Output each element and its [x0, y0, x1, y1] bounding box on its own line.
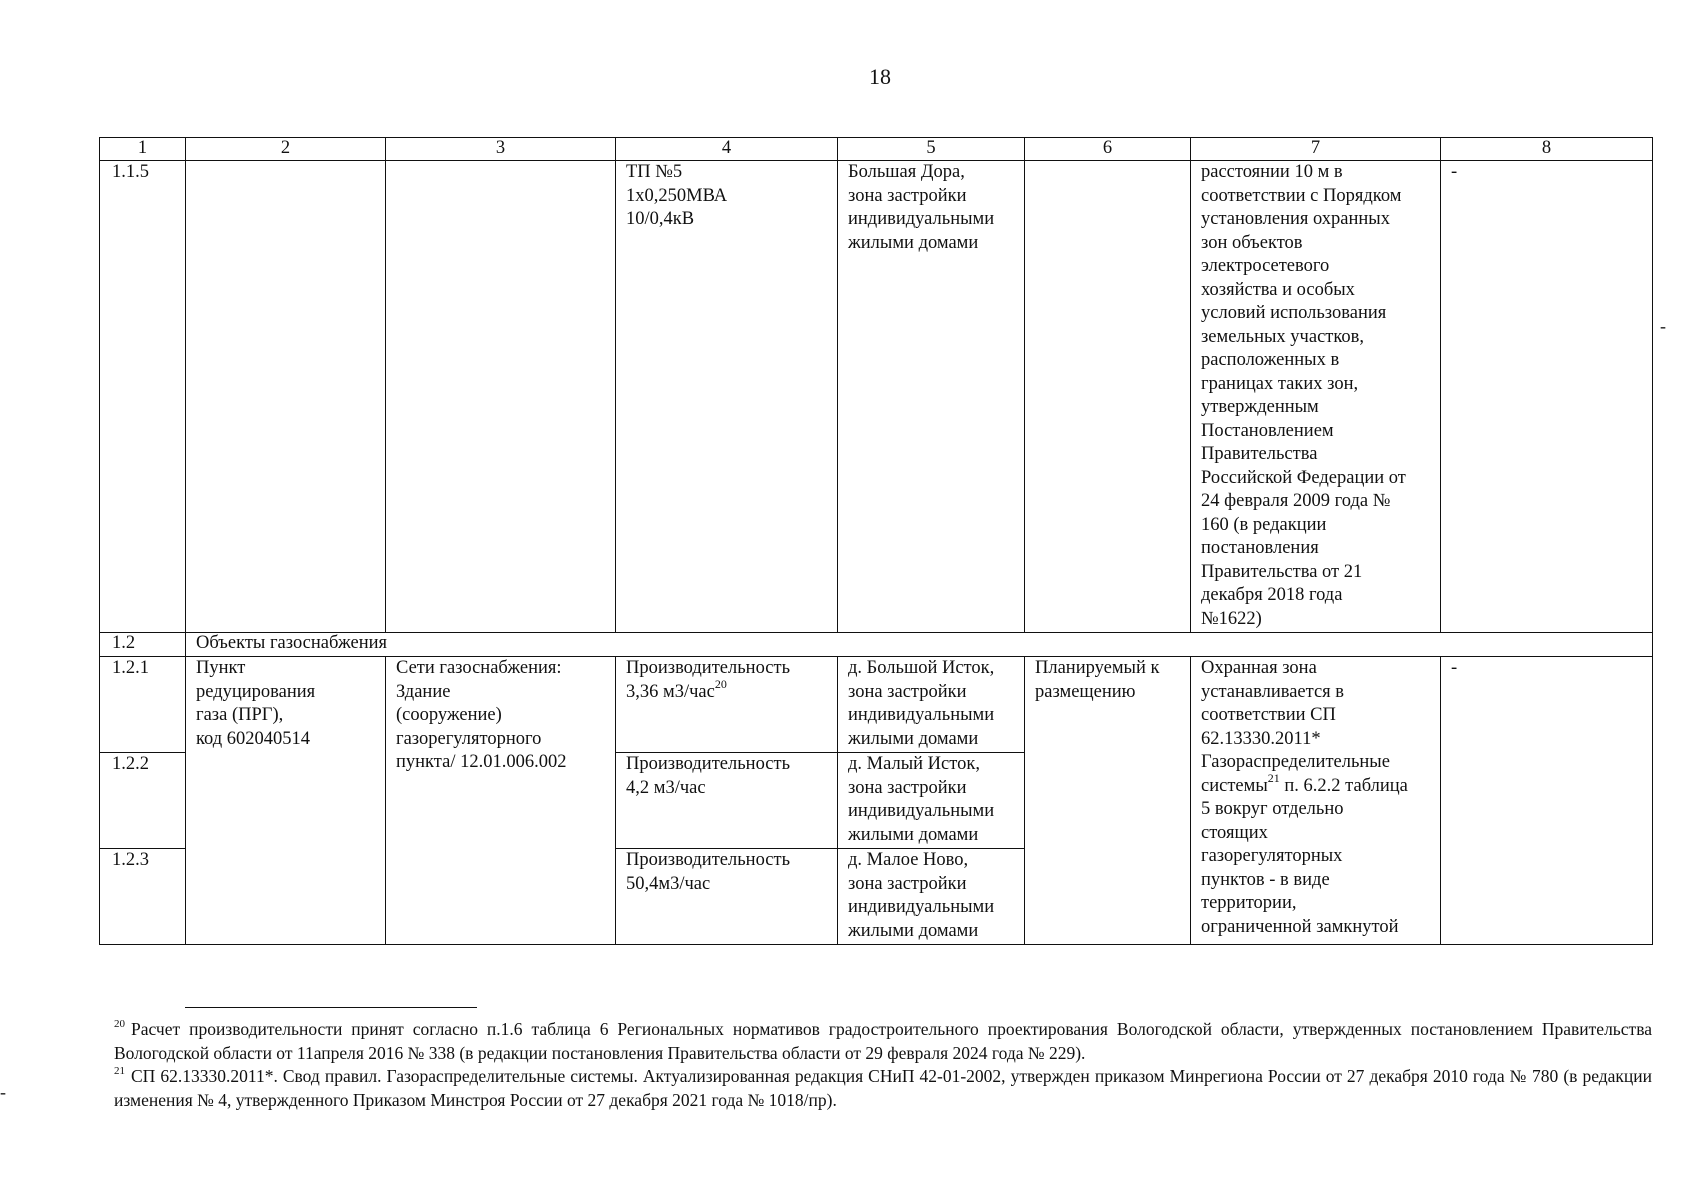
column-header: 7: [1191, 138, 1441, 161]
table-cell: Производительность 50,4м3/час: [616, 849, 838, 945]
table-cell: [1191, 657, 1441, 945]
table-cell: Пункт редуцирования газа (ПРГ), код 602040514: [186, 657, 386, 945]
cell-line: 3,36 м3/час: [626, 681, 715, 702]
objects-table: [99, 137, 1653, 945]
table-cell: Большая Дора, зона застройки индивидуальными жилыми домами: [838, 161, 1025, 633]
cell-text: Охранная зона устанавливается в соответствии СП 62.13330.2011* Газораспределительные системы: [1201, 658, 1390, 796]
row-number: 1.2.1: [100, 657, 186, 753]
section-title: Объекты газоснабжения: [186, 633, 1653, 657]
table-cell: ТП №5 1х0,250МВА 10/0,4кВ: [616, 161, 838, 633]
column-header: 6: [1025, 138, 1191, 161]
table-cell: [386, 161, 616, 633]
footnote: [114, 1065, 1652, 1112]
footnote-text: Расчет производительности принят согласно п.1.6 таблица 6 Региональных нормативов градостроительного проектирования Вологодской области, утвержденных постановлением Правительства Вологодской области от 11апреля 2016 № 338 (в редакции постановления Правительства области от 29 февраля 2024 года № 229).: [114, 1019, 1652, 1063]
table-cell: д. Малый Исток, зона застройки индивидуальными жилыми домами: [838, 753, 1025, 849]
section-number: 1.2: [100, 633, 186, 657]
column-header: 5: [838, 138, 1025, 161]
footnote-ref: 20: [714, 676, 727, 691]
table-cell: д. Большой Исток, зона застройки индивидуальными жилыми домами: [838, 657, 1025, 753]
table-cell: Производительность 4,2 м3/час: [616, 753, 838, 849]
table-cell: -: [1441, 657, 1653, 945]
table-cell: [186, 161, 386, 633]
footnotes: [114, 1018, 1652, 1112]
column-header: 2: [186, 138, 386, 161]
table-cell: Сети газоснабжения: Здание (сооружение) газорегуляторного пункта/ 12.01.006.002: [386, 657, 616, 945]
table-cell: -: [1441, 161, 1653, 633]
cell-line: Производительность: [626, 658, 791, 678]
section-row: [100, 633, 1653, 657]
table-cell: [1025, 161, 1191, 633]
column-header: 4: [616, 138, 838, 161]
table-cell: [616, 657, 838, 753]
table-cell: расстоянии 10 м в соответствии с Порядком установления охранных зон объектов электросетевого хозяйства и особых условий использования земельных участков, расположенных в границах таких зон, утвержденным Постановлением Правительства Российской Федерации от 24 февраля 2009 года № 160 (в редакции постановления Правительства от 21 декабря 2018 года №1622): [1191, 161, 1441, 633]
table-row: [100, 657, 1653, 753]
column-header: 3: [386, 138, 616, 161]
table-cell: Планируемый к размещению: [1025, 657, 1191, 945]
footnote: [114, 1018, 1652, 1065]
footnote-separator: [185, 1007, 477, 1008]
table-cell: д. Малое Ново, зона застройки индивидуальными жилыми домами: [838, 849, 1025, 945]
margin-mark: -: [1660, 316, 1666, 336]
row-number: 1.2.3: [100, 849, 186, 945]
footnote-ref: 21: [1267, 770, 1280, 785]
column-header: 8: [1441, 138, 1653, 161]
row-number: 1.1.5: [100, 161, 186, 633]
margin-mark: -: [0, 1082, 6, 1102]
footnote-number: 21: [114, 1065, 125, 1077]
cell-text: п. 6.2.2 таблица 5 вокруг отдельно стоящих газорегуляторных пунктов - в виде территории, ограниченной замкнутой: [1201, 775, 1408, 937]
page-number: 18: [869, 64, 891, 89]
table-header-row: [100, 138, 1653, 161]
column-header: 1: [100, 138, 186, 161]
footnote-number: 20: [114, 1018, 125, 1030]
footnote-text: СП 62.13330.2011*. Свод правил. Газораспределительные системы. Актуализированная редакция СНиП 42-01-2002, утвержден приказом Минрегиона России от 27 декабря 2010 года № 780 (в редакции изменения № 4, утвержденного Приказом Минстроя России от 27 декабря 2021 года № 1018/пр).: [114, 1066, 1652, 1110]
table-row: [100, 161, 1653, 633]
row-number: 1.2.2: [100, 753, 186, 849]
